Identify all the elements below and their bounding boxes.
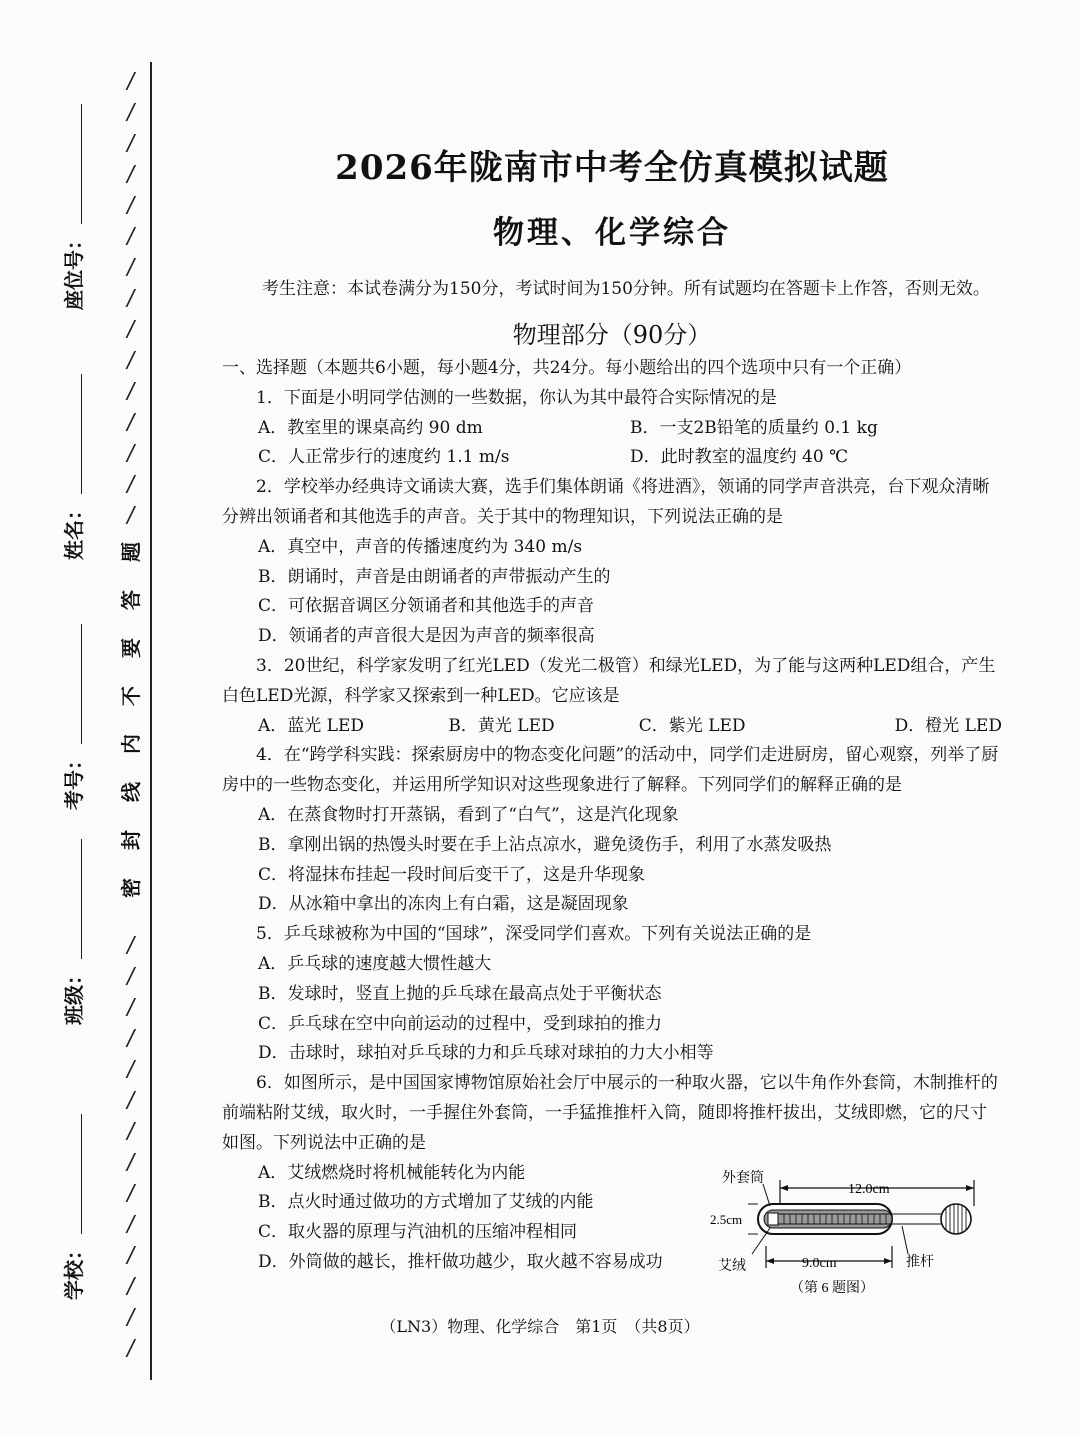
page-footer: （LN3）物理、化学综合 第1页 （共8页）: [380, 1317, 700, 1336]
binding-line: [150, 62, 152, 1380]
seal-char: 封: [119, 830, 143, 850]
slash-column-top: / / / / / / / / / / / / / / /: [125, 69, 137, 528]
option: A．乒乓球的速度越大惯性越大: [258, 953, 492, 974]
fire-starter-figure: [708, 1166, 988, 1306]
section-title: 物理部分（90分）: [512, 321, 712, 349]
inner-length-label: 9.0cm: [802, 1256, 837, 1271]
options-row: [222, 443, 1002, 473]
option: B．拿刚出锅的热馒头时要在手上沾点凉水，避免烫伤手，利用了水蒸发吸热: [258, 834, 832, 855]
question-stem: 2．学校举办经典诗文诵读大赛，选手们集体朗诵《将进酒》，领诵的同学声音洪亮，台下观众清晰分辨出领诵者和其他选手的声音。关于其中的物理知识，下列说法正确的是: [222, 477, 990, 527]
question-stem: 1．下面是小明同学估测的一些数据，你认为其中最符合实际情况的是: [256, 387, 777, 408]
part-heading: 一、选择题（本题共6小题，每小题4分，共24分。每小题给出的四个选项中只有一个正确）: [222, 358, 912, 378]
option: D．击球时，球拍对乒乓球的力和乒乓球对球拍的力大小相等: [258, 1043, 714, 1064]
class-field[interactable]: [58, 839, 87, 1025]
seal-char: 要: [119, 638, 143, 658]
page-title: 2026年陇南市中考全仿真模拟试题: [335, 148, 889, 188]
option: B．朗诵时，声音是由朗诵者的声带振动产生的: [258, 566, 611, 587]
option: D．橙光 LED: [894, 715, 1002, 736]
question-stem: 6．如图所示，是中国国家博物馆原始社会厅中展示的一种取火器，它以牛角作外套筒，木制推杆的前端粘附艾绒，取火时，一手握住外套筒，一手猛推推杆入筒，随即将推杆拔出，艾绒即燃，它的尺寸如图。下列说法中正确的是: [222, 1073, 998, 1153]
option: B．黄光 LED: [448, 715, 555, 736]
exam-body: [222, 140, 1002, 1278]
seal-text-column: [114, 528, 148, 912]
class-label: 班级：: [62, 965, 86, 1025]
option: C．取火器的原理与汽油机的压缩冲程相同: [258, 1222, 578, 1243]
seal-char: 题: [119, 542, 143, 562]
option: B．一支2B铅笔的质量约 0.1 kg: [630, 417, 878, 438]
seat-number-label: 座位号：: [62, 230, 86, 310]
seal-char: 不: [119, 686, 143, 706]
option: D．此时教室的温度约 40 ℃: [630, 447, 849, 468]
option: C．将湿抹布挂起一段时间后变干了，这是升华现象: [258, 864, 646, 885]
option: A．蓝光 LED: [258, 715, 365, 736]
option: A．真空中，声音的传播速度约为 340 m/s: [258, 536, 583, 557]
option: D．外筒做的越长，推杆做功越少，取火越不容易成功: [258, 1251, 663, 1272]
exam-number-label: 考号：: [62, 750, 86, 810]
seal-char: 密: [119, 878, 143, 898]
option: C．可依据音调区分领诵者和其他选手的声音: [258, 596, 595, 617]
option: D．从冰箱中拿出的冻肉上有白霜，这是凝固现象: [258, 894, 629, 915]
school-field[interactable]: [58, 1114, 87, 1300]
options-row: [222, 414, 1002, 444]
option: D．领诵者的声音很大是因为声音的频率很高: [258, 626, 595, 647]
moxa-label: 艾绒: [718, 1259, 746, 1274]
seal-char: 答: [119, 590, 143, 610]
slash-column-bottom: / / / / / / / / / / / / / /: [125, 933, 137, 1361]
page-subtitle: 物理、化学综合: [493, 215, 731, 251]
option: A．艾绒燃烧时将机械能转化为内能: [258, 1162, 526, 1183]
name-field[interactable]: [58, 374, 87, 560]
option: C．乒乓球在空中向前运动的过程中，受到球拍的推力: [258, 1013, 663, 1034]
question-stem: 4．在“跨学科实践：探索厨房中的物态变化问题”的活动中，同学们走进厨房，留心观察，列举了厨房中的一些物态变化，并运用所学知识对这些现象进行了解释。下列同学们的解释正确的是: [222, 745, 999, 796]
option: C．紫光 LED: [638, 715, 746, 736]
total-length-label: 12.0cm: [848, 1182, 890, 1197]
outer-tube-label: 外套筒: [722, 1171, 764, 1186]
option: B．发球时，竖直上抛的乒乓球在最高点处于平衡状态: [258, 983, 662, 1004]
push-rod-label: 推杆: [906, 1255, 934, 1270]
question-stem: 5．乒乓球被称为中国的“国球”，深受同学们喜欢。下列有关说法正确的是: [256, 924, 812, 945]
exam-number-field[interactable]: [58, 624, 87, 810]
option: A．在蒸食物时打开蒸锅，看到了“白气”，这是汽化现象: [258, 804, 679, 825]
exam-notice: 考生注意：本试卷满分为150分，考试时间为150分钟。所有试题均在答题卡上作答，否则无效。: [262, 279, 990, 299]
option: A．教室里的课桌高约 90 dm: [258, 417, 483, 438]
option: C．人正常步行的速度约 1.1 m/s: [258, 447, 510, 468]
figure-caption: （第 6 题图）: [790, 1281, 874, 1296]
fire-starter-diagram: [708, 1166, 988, 1306]
binding-margin: [0, 0, 160, 1437]
option: B．点火时通过做功的方式增加了艾绒的内能: [258, 1192, 594, 1213]
diameter-label: 2.5cm: [710, 1212, 743, 1227]
school-label: 学校：: [62, 1240, 86, 1300]
name-label: 姓名：: [62, 500, 86, 560]
seat-number-field[interactable]: [58, 104, 87, 310]
options-row: [222, 712, 1002, 742]
seal-char: 内: [119, 734, 143, 754]
question-stem: 3．20世纪，科学家发明了红光LED（发光二极管）和绿光LED，为了能与这两种LED组合，产生白色LED光源，科学家又探索到一种LED。它应该是: [222, 655, 996, 706]
seal-char: 线: [119, 782, 143, 802]
